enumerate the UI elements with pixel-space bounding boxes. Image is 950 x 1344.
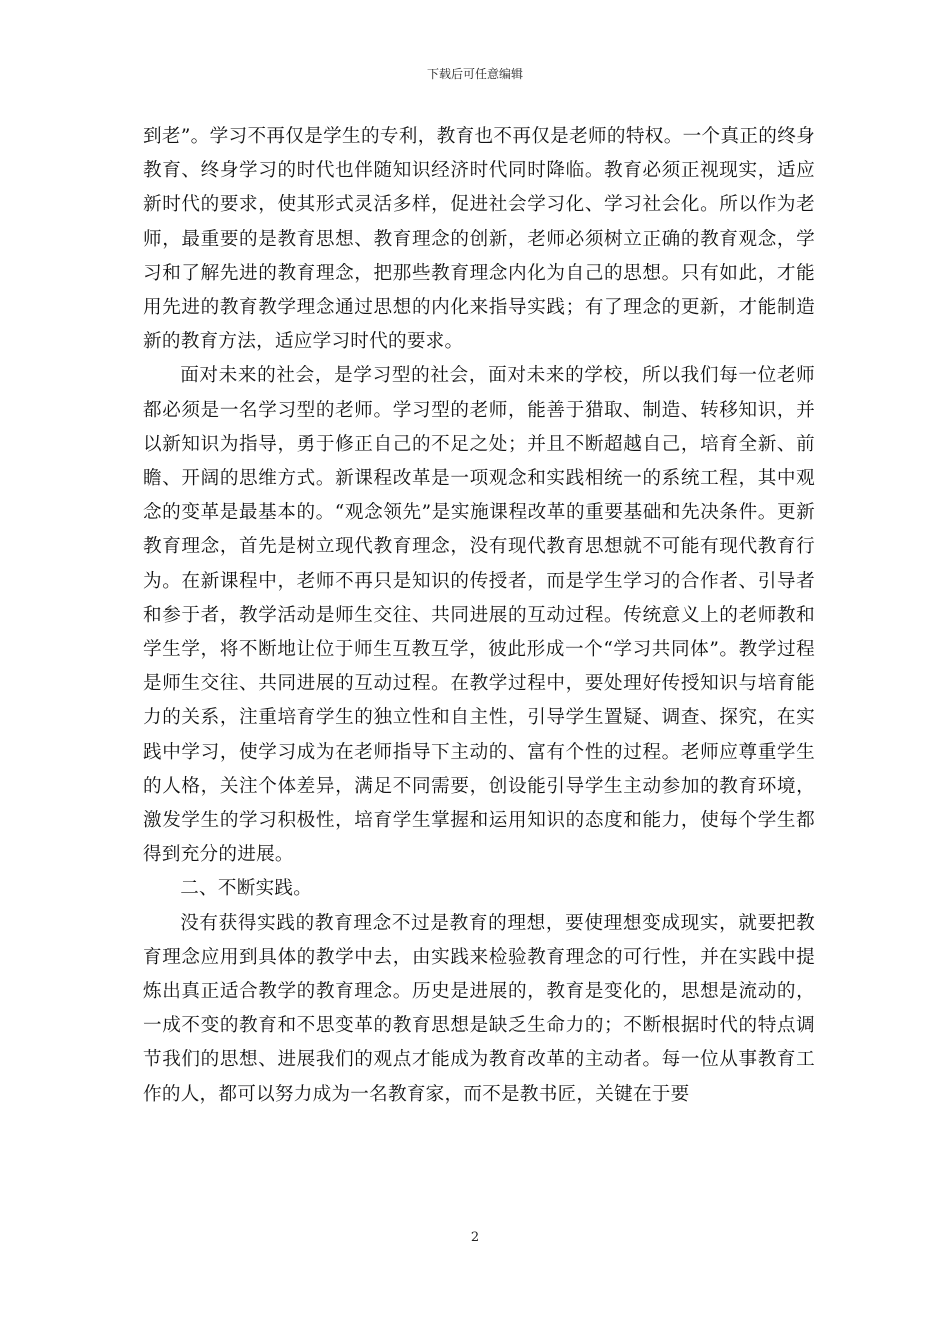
paragraph-2: 面对未来的社会，是学习型的社会，面对未来的学校，所以我们每一位老师都必须是一名学习型的老师。学习型的老师，能善于猎取、制造、转移知识，并以新知识为指导，勇于修正自己的不足之处；并且不断超越自己，培育全新、前瞻、开阔的思维方式。新课程改革是一项观念和实践相统一的系统工程，其中观念的变革是最基本的。“观念领先”是实施课程改革的重要基础和先决条件。更新教育理念，首先是树立现代教育理念，没有现代教育思想就不可能有现代教育行为。在新课程中，老师不再只是知识的传授者，而是学生学习的合作者、引导者和参于者，教学活动是师生交往、共同进展的互动过程。传统意义上的老师教和学生学，将不断地让位于师生互教互学，彼此形成一个“学习共同体”。教学过程是师生交往、共同进展的互动过程。在教学过程中，要处理好传授知识与培育能力的关系，注重培育学生的独立性和自主性，引导学生置疑、调查、探究，在实践中学习，使学习成为在老师指导下主动的、富有个性的过程。老师应尊重学生的人格，关注个体差异，满足不同需要，创设能引导学生主动参加的教育环境，激发学生的学习积极性，培育学生掌握和运用知识的态度和能力，使每个学生都得到充分的进展。 bbox=[143, 365, 815, 866]
document-body bbox=[143, 120, 815, 1112]
section-heading: 二、不断实践。 bbox=[180, 878, 313, 900]
paragraph-1: 到老”。学习不再仅是学生的专利，教育也不再仅是老师的特权。一个真正的终身教育、终身学习的时代也伴随知识经济时代同时降临。教育必须正视现实，适应新时代的要求，使其形式灵活多样，促进社会学习化、学习社会化。所以作为老师，最重要的是教育思想、教育理念的创新，老师必须树立正确的教育观念，学习和了解先进的教育理念，把那些教育理念内化为自己的思想。只有如此，才能用先进的教育教学理念通过思想的内化来指导实践；有了理念的更新，才能制造新的教育方法，适应学习时代的要求。 bbox=[143, 126, 815, 353]
page-header: 下载后可任意编辑 bbox=[426, 67, 523, 81]
paragraph-3: 没有获得实践的教育理念不过是教育的理想，要使理想变成现实，就要把教育理念应用到具体的教学中去，由实践来检验教育理念的可行性，并在实践中提炼出真正适合教学的教育理念。历史是进展的，教育是变化的，思想是流动的，一成不变的教育和不思变革的教育思想是缺乏生命力的；不断根据时代的特点调节我们的思想、进展我们的观点才能成为教育改革的主动者。每一位从事教育工作的人，都可以努力成为一名教育家，而不是教书匠，关键在于要 bbox=[143, 912, 815, 1105]
page-number: 2 bbox=[470, 1230, 480, 1245]
